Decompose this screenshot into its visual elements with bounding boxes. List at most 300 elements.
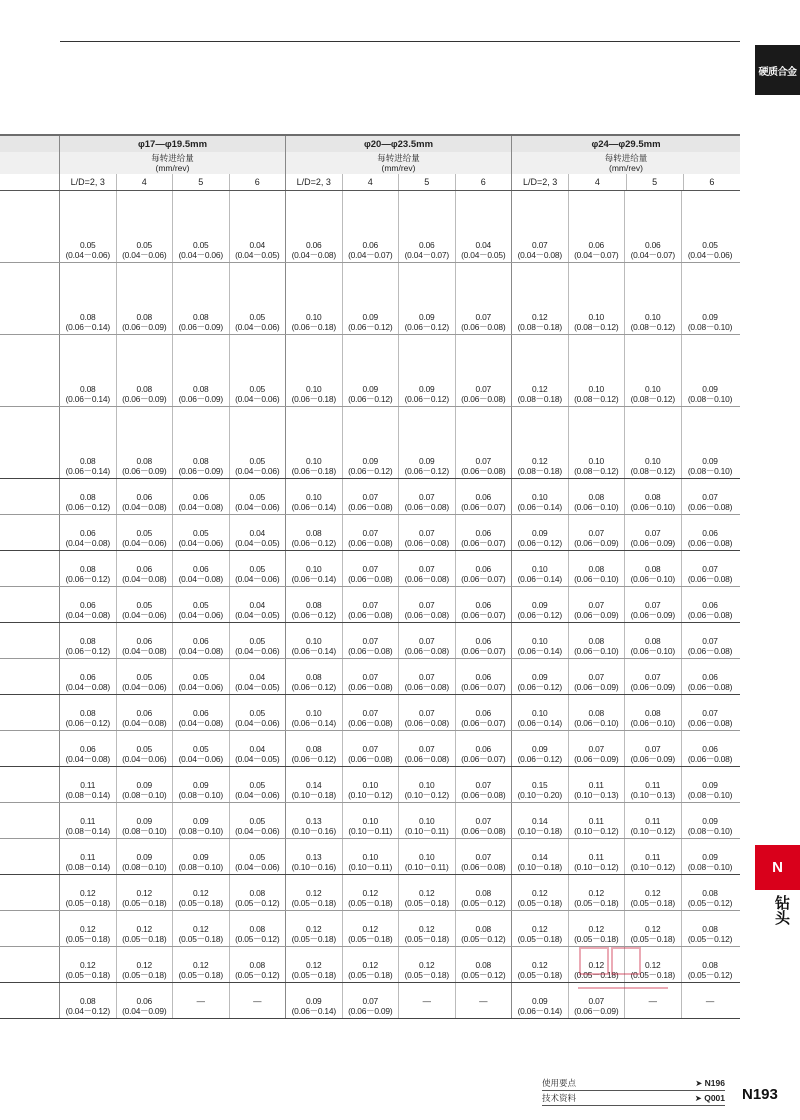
feed-value: 0.10 [305, 492, 322, 502]
feed-value: 0.05 [79, 240, 96, 250]
feed-range: (0.10－0.16) [291, 826, 336, 836]
feed-range: (0.06－0.08) [404, 754, 449, 764]
feed-range: (0.08－0.10) [122, 826, 167, 836]
table-cell [456, 263, 513, 335]
feed-value: 0.07 [362, 744, 378, 754]
feed-range: (0.04－0.05) [461, 250, 506, 260]
table-row [0, 659, 740, 695]
feed-range: (0.06－0.09) [574, 1006, 619, 1016]
feed-value: 0.10 [305, 312, 322, 322]
feed-value: 0.12 [136, 924, 152, 934]
feed-range: (0.06－0.14) [291, 502, 336, 512]
feed-value: 0.06 [644, 240, 661, 250]
feed-range: (0.06－0.08) [461, 394, 506, 404]
table-cell [173, 479, 230, 515]
feed-value: 0.08 [192, 312, 209, 322]
table-cell [512, 983, 569, 1019]
feed-range: (0.10－0.20) [517, 790, 562, 800]
table-cell [230, 731, 287, 767]
feed-range: (0.04－0.08) [517, 250, 562, 260]
feed-range: (0.05－0.18) [404, 970, 449, 980]
feed-value: 0.05 [249, 636, 265, 646]
table-cell [399, 803, 456, 839]
table-cell [399, 695, 456, 731]
feed-value: 0.07 [418, 492, 435, 502]
feed-value: 0.10 [644, 312, 661, 322]
table-cell [682, 731, 739, 767]
feed-range: (0.05－0.12) [235, 934, 280, 944]
table-cell [286, 479, 343, 515]
ld-column-header: L/D=2, 3 [60, 174, 117, 190]
feed-range: (0.05－0.18) [291, 934, 336, 944]
feed-value: 0.06 [475, 600, 491, 610]
diameter-header-row [0, 136, 740, 152]
feed-range: (0.06－0.09) [178, 322, 223, 332]
feed-range: (0.04－0.06) [122, 538, 167, 548]
feed-value: 0.08 [136, 384, 152, 394]
diameter-header: φ24—φ29.5mm [591, 138, 661, 150]
feed-value: 0.07 [475, 312, 491, 322]
page-number: N193 [742, 1086, 778, 1103]
table-cell [456, 839, 513, 875]
footer-link-ref[interactable]: ➤ N196 [695, 1077, 725, 1088]
feed-range: (0.08－0.12) [630, 466, 675, 476]
feed-value: 0.12 [136, 960, 152, 970]
table-cell [117, 515, 174, 551]
table-row [0, 623, 740, 659]
table-cell [173, 515, 230, 551]
feed-value: 0.10 [644, 456, 661, 466]
feed-value: 0.10 [531, 492, 548, 502]
table-cell [682, 911, 739, 947]
section-n-tab[interactable]: N [755, 845, 800, 890]
ld-column-header: 6 [480, 177, 486, 187]
table-cell [625, 587, 682, 623]
table-cell [512, 875, 569, 911]
feed-range: (0.04－0.06) [122, 610, 167, 620]
feed-range: (0.04－0.08) [178, 574, 223, 584]
feed-value: 0.09 [531, 672, 548, 682]
table-cell [682, 947, 739, 983]
feed-value: 0.09 [362, 456, 378, 466]
table-cell [682, 263, 739, 335]
feed-range: (0.04－0.08) [65, 682, 110, 692]
table-cell [60, 695, 117, 731]
feed-value: 0.08 [79, 312, 96, 322]
table-cell [60, 731, 117, 767]
feed-value: 0.05 [136, 600, 152, 610]
table-cell [60, 587, 117, 623]
feed-value: 0.08 [702, 960, 718, 970]
feed-range: (0.08－0.18) [517, 466, 562, 476]
feed-value: 0.08 [192, 456, 209, 466]
feed-value: 0.08 [249, 924, 265, 934]
table-cell [512, 911, 569, 947]
feed-range: (0.06－0.07) [461, 538, 506, 548]
feed-range: (0.08－0.10) [178, 862, 223, 872]
feed-range: (0.08－0.10) [178, 790, 223, 800]
table-cell [456, 479, 513, 515]
table-cell [625, 875, 682, 911]
feed-range: (0.06－0.08) [348, 646, 393, 656]
table-cell [399, 335, 456, 407]
table-cell [117, 191, 174, 263]
feed-value: 0.08 [702, 924, 718, 934]
feed-value: 0.09 [702, 852, 718, 862]
table-row [0, 551, 740, 587]
feed-range: (0.08－0.18) [517, 322, 562, 332]
footer-link-row[interactable] [542, 1091, 725, 1106]
feed-range: (0.10－0.12) [574, 862, 619, 872]
feed-value: 0.06 [475, 672, 491, 682]
row-stub [0, 191, 60, 263]
feed-range: (0.04－0.12) [65, 1006, 110, 1016]
feed-range: (0.06－0.08) [687, 718, 733, 728]
feed-range: (0.04－0.06) [235, 502, 280, 512]
row-stub [0, 803, 60, 839]
feed-value: 0.09 [136, 780, 152, 790]
feed-value: 0.07 [362, 996, 378, 1006]
feed-range: (0.10－0.12) [630, 826, 675, 836]
feed-range: (0.05－0.12) [687, 970, 733, 980]
feed-value: 0.11 [588, 780, 604, 790]
feed-range: (0.06－0.10) [574, 646, 619, 656]
row-stub [0, 263, 60, 335]
feed-value: 0.06 [475, 528, 491, 538]
table-cell [625, 731, 682, 767]
feed-range: (0.06－0.09) [348, 1006, 393, 1016]
feed-range: (0.05－0.18) [65, 898, 110, 908]
feed-value: 0.12 [531, 456, 548, 466]
feed-range: (0.10－0.11) [404, 862, 449, 872]
feed-range: (0.05－0.12) [235, 898, 280, 908]
feed-value: 0.09 [531, 528, 548, 538]
feed-range: (0.08－0.14) [65, 790, 110, 800]
table-cell [343, 479, 400, 515]
table-cell [569, 767, 626, 803]
feed-range: (0.06－0.12) [348, 394, 393, 404]
feed-range: (0.05－0.18) [291, 970, 336, 980]
feed-range: (0.04－0.09) [122, 1006, 167, 1016]
feed-value: 0.06 [192, 636, 209, 646]
feed-value: 0.10 [305, 636, 322, 646]
feed-range: (0.05－0.18) [404, 898, 449, 908]
feed-value: 0.05 [702, 240, 718, 250]
table-cell [625, 623, 682, 659]
feed-value: 0.07 [475, 456, 491, 466]
table-cell [230, 695, 287, 731]
row-stub [0, 551, 60, 587]
feed-range: (0.06－0.08) [461, 826, 506, 836]
feed-range: (0.05－0.18) [348, 934, 393, 944]
feed-range: (0.06－0.12) [517, 538, 562, 548]
table-cell [456, 515, 513, 551]
feed-range: (0.05－0.18) [630, 970, 675, 980]
feed-value: 0.08 [79, 492, 96, 502]
feed-range: (0.04－0.06) [235, 322, 280, 332]
feed-range: (0.08－0.10) [178, 826, 223, 836]
feed-range: (0.05－0.18) [65, 934, 110, 944]
feed-value: 0.10 [531, 708, 548, 718]
feed-value: 0.05 [136, 240, 152, 250]
table-row [0, 695, 740, 731]
feed-range: (0.06－0.08) [687, 646, 733, 656]
feed-range: (0.05－0.18) [574, 898, 619, 908]
feed-value: 0.09 [702, 456, 718, 466]
feed-range: (0.04－0.06) [235, 394, 280, 404]
feed-range: (0.05－0.18) [291, 898, 336, 908]
feed-value: 0.08 [588, 564, 604, 574]
feed-range: (0.06－0.08) [461, 466, 506, 476]
table-cell [286, 515, 343, 551]
table-cell [682, 839, 739, 875]
feed-value: 0.05 [249, 312, 265, 322]
feed-range: (0.10－0.12) [574, 826, 619, 836]
feed-value: 0.08 [644, 708, 661, 718]
feed-value: 0.08 [588, 636, 604, 646]
feed-value: 0.08 [475, 924, 491, 934]
feed-range: (0.04－0.06) [178, 682, 223, 692]
feed-value: 0.10 [588, 456, 604, 466]
feed-range: (0.04－0.08) [122, 502, 167, 512]
table-row [0, 515, 740, 551]
feed-range: (0.06－0.08) [348, 610, 393, 620]
feed-value: 0.12 [305, 924, 322, 934]
table-cell [286, 659, 343, 695]
feed-value: 0.08 [79, 456, 96, 466]
feed-value: 0.08 [475, 888, 491, 898]
table-cell [60, 335, 117, 407]
feed-value: 0.06 [475, 492, 491, 502]
feed-range: (0.06－0.07) [461, 646, 506, 656]
feed-value: 0.11 [80, 816, 96, 826]
feed-range: (0.05－0.18) [348, 898, 393, 908]
table-cell [60, 479, 117, 515]
footer-link-ref[interactable]: ➤ Q001 [694, 1092, 725, 1103]
feed-range: (0.05－0.12) [461, 898, 506, 908]
table-cell [343, 191, 400, 263]
feed-value: 0.08 [79, 708, 96, 718]
feed-value: 0.05 [136, 672, 152, 682]
feed-value: 0.07 [362, 600, 378, 610]
feed-range: (0.06－0.18) [291, 394, 336, 404]
table-cell [117, 407, 174, 479]
feed-value: 0.07 [588, 528, 604, 538]
feed-value: 0.07 [418, 744, 435, 754]
table-cell [569, 587, 626, 623]
table-cell [682, 407, 739, 479]
ld-header-row [0, 174, 740, 191]
feed-value: 0.05 [249, 456, 265, 466]
feed-value: 0.10 [362, 816, 378, 826]
feed-value: 0.07 [418, 708, 435, 718]
feed-range: (0.06－0.08) [687, 538, 733, 548]
table-cell [569, 263, 626, 335]
table-cell [230, 983, 287, 1019]
feed-range: (0.06－0.08) [404, 502, 449, 512]
table-cell [569, 191, 626, 263]
feed-value: 0.04 [249, 600, 265, 610]
table-cell [456, 911, 513, 947]
feed-value: 0.06 [192, 564, 209, 574]
feed-range: (0.06－0.08) [348, 538, 393, 548]
feed-value: 0.05 [192, 744, 209, 754]
table-row [0, 767, 740, 803]
table-cell [230, 587, 287, 623]
feed-range: (0.04－0.08) [291, 250, 336, 260]
header-stub [0, 152, 60, 174]
feed-range: (0.04－0.06) [178, 538, 223, 548]
table-cell [512, 803, 569, 839]
table-cell [286, 191, 343, 263]
table-cell [173, 695, 230, 731]
feed-value: 0.11 [645, 852, 661, 862]
feed-range: (0.04－0.06) [687, 250, 733, 260]
feed-value: 0.10 [305, 384, 322, 394]
feed-value: 0.06 [136, 492, 152, 502]
table-cell [343, 839, 400, 875]
feed-value: 0.07 [418, 564, 435, 574]
table-cell [569, 803, 626, 839]
feed-range: (0.05－0.18) [178, 898, 223, 908]
table-cell [512, 479, 569, 515]
feed-value: 0.07 [418, 528, 435, 538]
feed-value: 0.07 [362, 528, 378, 538]
feed-range: (0.04－0.06) [235, 826, 280, 836]
table-row [0, 803, 740, 839]
table-cell [230, 767, 287, 803]
ld-column-header: 4 [343, 174, 400, 190]
feed-value: — [705, 996, 715, 1006]
feed-value: 0.05 [249, 384, 265, 394]
feed-range: (0.04－0.08) [178, 502, 223, 512]
feed-value: 0.09 [702, 384, 718, 394]
table-cell [456, 803, 513, 839]
table-cell [60, 983, 117, 1019]
ld-group [60, 174, 286, 190]
feed-value: — [479, 996, 488, 1006]
feed-range: (0.06－0.12) [65, 574, 110, 584]
feed-range: (0.04－0.06) [178, 610, 223, 620]
feed-value: 0.06 [192, 708, 209, 718]
table-cell [343, 515, 400, 551]
table-cell [117, 767, 174, 803]
feed-range: (0.04－0.08) [122, 574, 167, 584]
feed-range: (0.10－0.13) [630, 790, 675, 800]
table-cell [569, 731, 626, 767]
table-cell [286, 623, 343, 659]
feed-value: 0.07 [702, 708, 718, 718]
table-cell [173, 335, 230, 407]
footer-link-row[interactable] [542, 1076, 725, 1091]
feed-range: (0.06－0.09) [122, 322, 167, 332]
feed-value: 0.10 [418, 852, 435, 862]
table-cell [399, 263, 456, 335]
feed-range: (0.04－0.08) [178, 646, 223, 656]
ld-column-header: 5 [399, 174, 456, 190]
feed-value: 0.04 [249, 744, 265, 754]
table-cell [399, 947, 456, 983]
feed-range: (0.04－0.06) [65, 250, 110, 260]
row-stub [0, 407, 60, 479]
feed-label: 每转进给量 [377, 153, 420, 163]
feed-value: 0.10 [362, 780, 378, 790]
feed-value: — [422, 996, 431, 1006]
feed-value: 0.09 [192, 816, 209, 826]
table-row [0, 479, 740, 515]
feed-range: (0.05－0.18) [122, 934, 167, 944]
table-cell [60, 263, 117, 335]
feed-range: (0.04－0.08) [65, 754, 110, 764]
table-cell [173, 947, 230, 983]
table-cell [343, 983, 400, 1019]
feed-range: (0.06－0.07) [461, 682, 506, 692]
feed-range: (0.08－0.10) [122, 862, 167, 872]
feed-range: (0.05－0.18) [517, 898, 562, 908]
feed-value: 0.07 [418, 636, 435, 646]
category-tab[interactable]: 硬质合金 [755, 45, 800, 95]
table-cell [399, 191, 456, 263]
table-cell [456, 335, 513, 407]
feed-value: 0.09 [702, 816, 718, 826]
feed-value: 0.08 [475, 960, 491, 970]
feed-value: 0.05 [249, 816, 265, 826]
feed-range: (0.05－0.18) [178, 934, 223, 944]
feed-range: (0.05－0.18) [65, 970, 110, 980]
feed-range: (0.06－0.12) [65, 718, 110, 728]
feed-range: (0.05－0.18) [630, 934, 675, 944]
table-cell [399, 479, 456, 515]
feed-value: 0.06 [362, 240, 378, 250]
feed-range: (0.06－0.08) [404, 646, 449, 656]
feed-value: 0.11 [588, 816, 604, 826]
feed-value: 0.09 [531, 996, 548, 1006]
table-cell [512, 695, 569, 731]
feed-value: 0.07 [418, 600, 435, 610]
feed-value: 0.10 [531, 564, 548, 574]
feed-range: (0.06－0.09) [574, 682, 619, 692]
table-cell [399, 587, 456, 623]
feed-value: 0.09 [531, 600, 548, 610]
table-cell [625, 659, 682, 695]
ld-group [512, 174, 740, 190]
feed-range: (0.08－0.10) [687, 862, 733, 872]
feed-value: 0.04 [475, 240, 491, 250]
feed-value: 0.09 [362, 312, 378, 322]
table-cell [173, 911, 230, 947]
feed-value: 0.08 [588, 708, 604, 718]
feed-range: (0.05－0.18) [404, 934, 449, 944]
table-cell [456, 767, 513, 803]
feed-unit: (mm/rev) [609, 163, 643, 173]
table-cell [682, 515, 739, 551]
table-cell [117, 731, 174, 767]
feed-range: (0.04－0.06) [235, 718, 280, 728]
table-cell [60, 623, 117, 659]
feed-value: 0.08 [588, 492, 604, 502]
feed-value: 0.05 [249, 780, 265, 790]
ld-column-header: 5 [173, 174, 230, 190]
table-cell [60, 659, 117, 695]
feed-value: 0.06 [136, 564, 152, 574]
feed-value: 0.10 [531, 636, 548, 646]
ld-column-header: 5 [627, 174, 684, 190]
feed-value: 0.05 [249, 492, 265, 502]
feed-range: (0.06－0.10) [630, 718, 675, 728]
feed-range: (0.06－0.08) [461, 322, 506, 332]
table-cell [569, 515, 626, 551]
table-cell [117, 947, 174, 983]
